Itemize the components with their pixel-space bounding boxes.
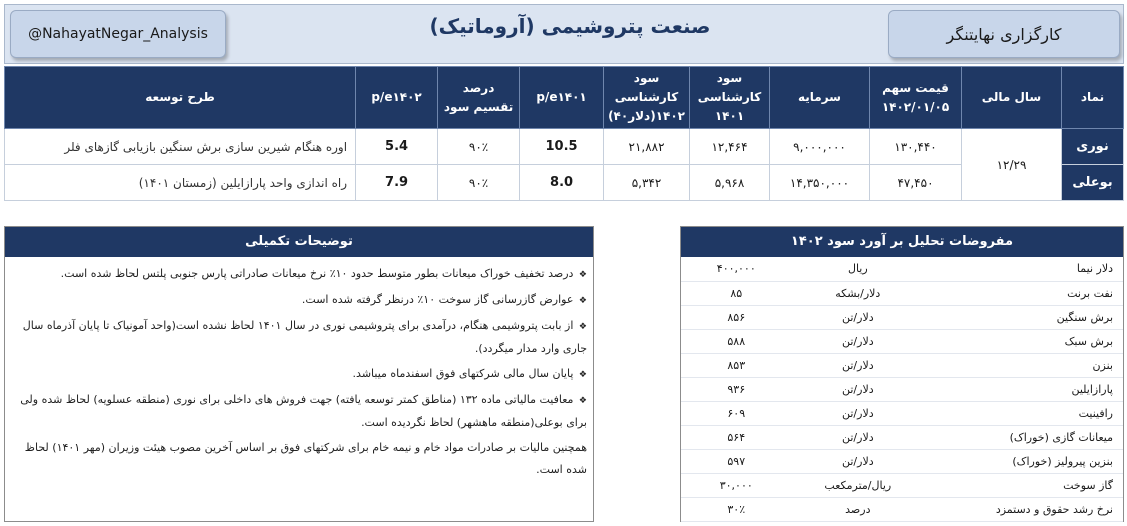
note-text: معافیت مالیاتی ماده ۱۳۲ (مناطق کمتر توسعه یافته) جهت فروش های داخلی برای نوری (منطقه عسلویه) لحاظ شده ولی برای بوعلی(منطقه ماهشهر) لحاظ نگردیده است. [20, 393, 587, 429]
note-text: از بابت پتروشیمی هنگام، درآمدی برای پتروشیمی نوری در سال ۱۴۰۱ لحاظ نشده است(واحد آمونیاک تا پایان آذرماه سال جاری وارد مدار میگردد). [22, 319, 587, 355]
assumption-unit: دلار/تن [792, 329, 925, 353]
pe-1401-cell: 8.0 [520, 165, 604, 201]
assumption-unit: دلار/تن [792, 353, 925, 377]
table-row [5, 129, 1124, 165]
assumption-unit: دلار/تن [792, 425, 925, 449]
assumption-row [681, 497, 1123, 521]
assumption-unit: دلار/تن [792, 377, 925, 401]
plan-cell: اوره هنگام شیرین سازی برش سنگین بازیابی گازهای فلر [5, 129, 356, 165]
bullet-icon: ❖ [578, 270, 587, 280]
assumption-value: ۳۰,۰۰۰ [681, 473, 792, 497]
assumption-value: ۸۵۳ [681, 353, 792, 377]
stocks-table [4, 66, 1124, 201]
table-row [5, 165, 1124, 201]
dividend-cell: ۹۰٪ [438, 165, 520, 201]
assumption-row [681, 281, 1123, 305]
assumption-name: بنزن [924, 353, 1123, 377]
assumption-name: بنزین پیرولیز (خوراک) [924, 449, 1123, 473]
note-item [13, 363, 587, 386]
eps-1402-cell: ۵,۳۴۲ [604, 165, 690, 201]
assumption-row [681, 401, 1123, 425]
col-price: قیمت سهم ۱۴۰۲/۰۱/۰۵ [870, 67, 962, 129]
price-cell: ۴۷,۴۵۰ [870, 165, 962, 201]
eps-1402-cell: ۲۱,۸۸۲ [604, 129, 690, 165]
note-item [13, 289, 587, 312]
assumption-row [681, 473, 1123, 497]
bullet-icon: ❖ [578, 296, 587, 306]
col-eps-1402: سود کارشناسی ۱۴۰۲(دلار۴۰) [604, 67, 690, 129]
assumption-name: نفت برنت [924, 281, 1123, 305]
assumption-row [681, 329, 1123, 353]
page-title: صنعت پتروشیمی (آروماتیک) [429, 14, 711, 38]
assumptions-title: مفروضات تحلیل بر آورد سود ۱۴۰۲ [681, 227, 1123, 257]
assumption-value: ۸۵ [681, 281, 792, 305]
col-eps-1401: سود کارشناسی ۱۴۰۱ [690, 67, 770, 129]
assumption-row [681, 449, 1123, 473]
note-item [13, 389, 587, 434]
col-symbol: نماد [1062, 67, 1124, 129]
assumption-unit: دلار/بشکه [792, 281, 925, 305]
assumption-name: گاز سوخت [924, 473, 1123, 497]
assumption-value: ۹۳۶ [681, 377, 792, 401]
notes-title: توضیحات تکمیلی [5, 227, 593, 257]
symbol-cell: نوری [1062, 129, 1124, 165]
assumption-row [681, 377, 1123, 401]
assumption-name: میعانات گازی (خوراک) [924, 425, 1123, 449]
fiscal-year-cell: ۱۲/۲۹ [962, 129, 1062, 201]
eps-1401-cell: ۱۲,۴۶۴ [690, 129, 770, 165]
note-text: عوارض گازرسانی گاز سوخت ۱۰٪ درنظر گرفته شده است. [301, 293, 574, 306]
col-dividend: درصد تقسیم سود [438, 67, 520, 129]
assumption-unit: دلار/تن [792, 401, 925, 425]
assumption-row [681, 305, 1123, 329]
agency-name: کارگزاری نهایتنگر [888, 10, 1120, 58]
note-item [13, 437, 587, 481]
assumption-name: برش سنگین [924, 305, 1123, 329]
assumption-row [681, 353, 1123, 377]
assumption-value: ۸۵۶ [681, 305, 792, 329]
assumption-unit: ریال/مترمکعب [792, 473, 925, 497]
assumptions-table [681, 257, 1123, 522]
assumption-row [681, 425, 1123, 449]
assumption-unit: درصد [792, 497, 925, 521]
social-handle: @NahayatNegar_Analysis [10, 10, 226, 58]
capital-cell: ۹,۰۰۰,۰۰۰ [770, 129, 870, 165]
col-pe-1402: p/e۱۴۰۲ [356, 67, 438, 129]
assumption-value: ۵۸۸ [681, 329, 792, 353]
assumption-unit: ریال [792, 257, 925, 281]
bullet-icon: ❖ [578, 396, 587, 406]
assumption-row [681, 257, 1123, 281]
pe-1402-cell: 5.4 [356, 129, 438, 165]
assumption-name: رافینیت [924, 401, 1123, 425]
plan-cell: راه اندازی واحد پارازایلین (زمستان ۱۴۰۱) [5, 165, 356, 201]
col-capital: سرمایه [770, 67, 870, 129]
note-item [13, 263, 587, 286]
assumptions-panel [680, 226, 1124, 522]
pe-1401-cell: 10.5 [520, 129, 604, 165]
col-pe-1401: p/e۱۴۰۱ [520, 67, 604, 129]
table-header-row [5, 67, 1124, 129]
price-cell: ۱۳۰,۴۴۰ [870, 129, 962, 165]
assumption-unit: دلار/تن [792, 449, 925, 473]
notes-list [5, 257, 593, 481]
assumption-value: ۴۰۰,۰۰۰ [681, 257, 792, 281]
bullet-icon: ❖ [578, 322, 587, 332]
assumption-name: دلار نیما [924, 257, 1123, 281]
notes-panel [4, 226, 594, 522]
assumption-value: ۳۰٪ [681, 497, 792, 521]
assumption-value: ۵۶۴ [681, 425, 792, 449]
bullet-icon: ❖ [578, 370, 587, 380]
assumption-name: نرخ رشد حقوق و دستمزد [924, 497, 1123, 521]
assumption-unit: دلار/تن [792, 305, 925, 329]
assumption-value: ۶۰۹ [681, 401, 792, 425]
note-text: همچنین مالیات بر صادرات مواد خام و نیمه خام برای شرکتهای فوق بر اساس آخرین مصوب هیئت وزیران (مهر ۱۴۰۱) لحاظ شده است. [24, 441, 587, 476]
capital-cell: ۱۴,۳۵۰,۰۰۰ [770, 165, 870, 201]
col-plan: طرح توسعه [5, 67, 356, 129]
eps-1401-cell: ۵,۹۶۸ [690, 165, 770, 201]
note-text: پایان سال مالی شرکتهای فوق اسفندماه میباشد. [352, 367, 574, 380]
assumption-name: برش سبک [924, 329, 1123, 353]
note-item [13, 315, 587, 360]
pe-1402-cell: 7.9 [356, 165, 438, 201]
assumption-name: پارازایلین [924, 377, 1123, 401]
dividend-cell: ۹۰٪ [438, 129, 520, 165]
col-fiscal-year: سال مالی [962, 67, 1062, 129]
assumption-value: ۵۹۷ [681, 449, 792, 473]
symbol-cell: بوعلی [1062, 165, 1124, 201]
note-text: درصد تخفیف خوراک میعانات بطور متوسط حدود ۱۰٪ نرخ میعانات صادراتی پارس جنوبی پلتس لحاظ شده است. [60, 267, 574, 280]
